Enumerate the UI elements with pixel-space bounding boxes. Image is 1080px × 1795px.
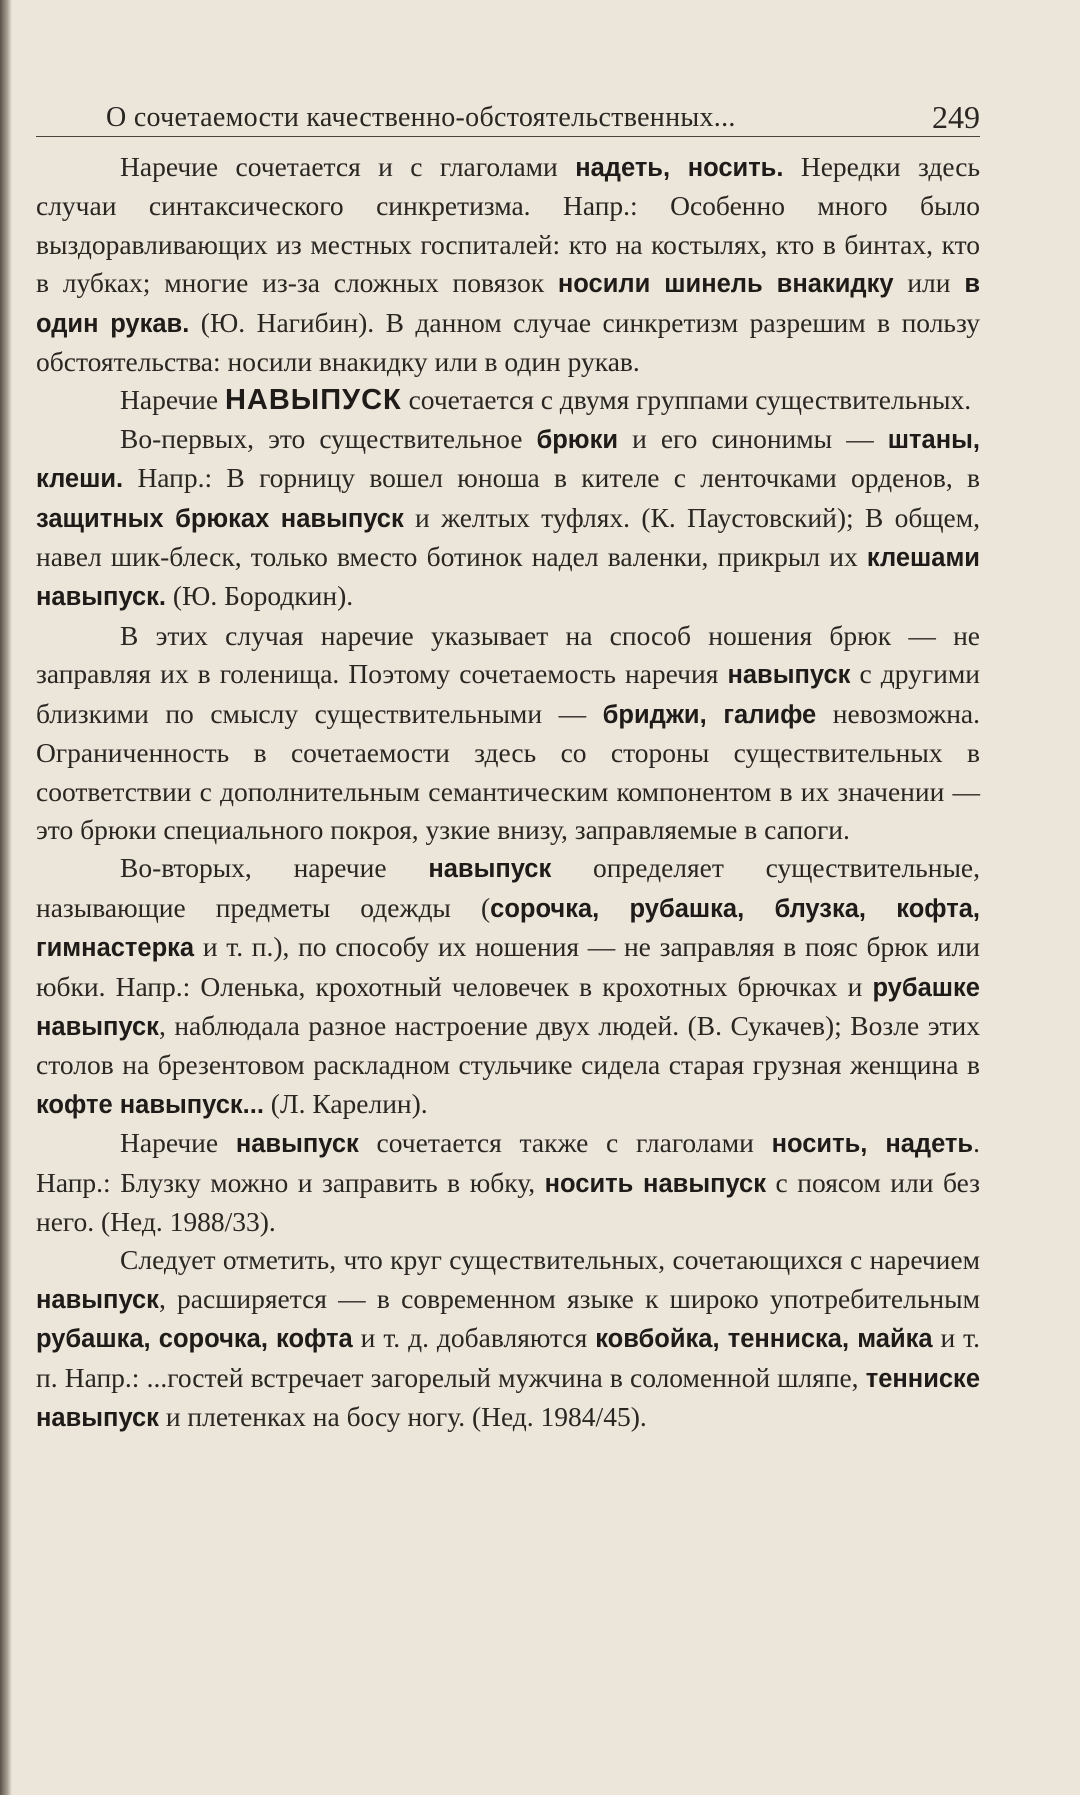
bold-term: рубашка, сорочка, кофта	[36, 1325, 353, 1354]
bold-term: НАВЫПУСК	[224, 384, 402, 417]
text-run: Наречие сочетается и с глаголами	[120, 151, 576, 182]
paragraph	[36, 617, 980, 849]
bold-term: в один рукав.	[36, 270, 980, 338]
text-run: , расширяется — в современном языке к широко употребительным	[158, 1282, 980, 1314]
bold-term: бриджи, галифе	[602, 700, 817, 729]
page-spine-shadow	[0, 0, 12, 1795]
text-run: и плетенках на босу ногу. (Нед. 1984/45).	[158, 1401, 647, 1432]
bold-term: штаны, клеши.	[36, 425, 980, 494]
text-run: , наблюдала разное настроение двух людей. (В. Сукачев); Возле этих столов на брезентовом раскладном стульчике сидела старая грузная женщина в	[36, 1009, 980, 1081]
text-run: В этих случая наречие указывает на способ ношения брюк — не заправляя их в голенища. Поэтому сочетаемость наречия	[36, 619, 980, 690]
paragraph	[36, 381, 980, 419]
text-run: с поясом или без него. (Нед. 1988/33).	[36, 1166, 980, 1237]
paragraph	[36, 148, 980, 381]
bold-term: носить навыпуск	[544, 1169, 766, 1198]
running-title: О сочетаемости качественно-обстоятельственных...	[106, 102, 736, 133]
text-run: Наречие	[120, 384, 225, 416]
bold-term: надеть, носить.	[575, 154, 784, 182]
text-run: или	[893, 267, 965, 299]
text-run: и т. п.), по способу их ношения — не заправляя в пояс брюк или юбки. Напр.: Оленька, крохотный человечек в крохотных брючках и	[36, 931, 980, 1002]
paragraph	[36, 420, 980, 617]
text-run: Во-первых, это существительное	[120, 422, 537, 454]
text-run: и т. п. Напр.: ...гостей встречает загорелый мужчина в соломенной шляпе,	[36, 1322, 980, 1393]
bold-term: защитных брюках навыпуск	[36, 504, 404, 533]
text-run: и т. д. добавляются	[352, 1322, 596, 1354]
bold-term: носили шинель внакидку	[557, 270, 894, 299]
bold-term: брюки	[536, 425, 619, 454]
bold-term: навыпуск	[727, 661, 851, 690]
text-run: с другими близкими по смыслу существительными —	[36, 658, 980, 729]
text-run: сочетается с двумя группами существительных.	[401, 384, 972, 416]
bold-term: навыпуск	[36, 1285, 159, 1314]
text-run: Нередки здесь случаи синтаксического синкретизма. Напр.: Особенно много было выздоравливающих из местных госпиталей: кто на костылях, кто в бинтах, кто в лубках; многие из-за сложных повязок	[36, 151, 981, 299]
text-run: (Ю. Бородкин).	[166, 580, 354, 612]
text-run: Напр.: В горницу вошел юноша в кителе с ленточками орденов, в	[123, 462, 980, 494]
bold-term: кофте навыпуск...	[36, 1090, 264, 1119]
text-run: Наречие	[120, 1127, 236, 1159]
bold-term: сорочка, рубашка, блузка, кофта, гимнастерка	[36, 894, 980, 963]
text-run: Следует отметить, что круг существительных, сочетающихся с наречием	[120, 1244, 980, 1276]
paragraph	[36, 849, 980, 1124]
bold-term: ковбойка, тенниска, майка	[595, 1325, 933, 1354]
text-run: Во-вторых, наречие	[120, 852, 429, 884]
bold-term: клешами навыпуск.	[36, 544, 980, 612]
text-run: . Напр.: Блузку можно и заправить в юбку,	[36, 1127, 980, 1198]
bold-term: рубашке навыпуск	[36, 973, 980, 1041]
bold-term: навыпуск	[235, 1130, 359, 1159]
text-run: сочетается также с глаголами	[358, 1127, 772, 1159]
text-run: (Ю. Нагибин). В данном случае синкретизм разрешим в пользу обстоятельства: носили внакидку или в один рукав.	[36, 306, 980, 378]
bold-term: носить, надеть	[771, 1130, 974, 1159]
text-run: невозможна. Ограниченность в сочетаемости здесь со стороны существительных в соответствии с дополнительным семантическим компонентом в их значении — это брюки специального покроя, узкие внизу, заправляемые в сапоги.	[36, 697, 980, 845]
paragraph	[36, 1241, 980, 1437]
text-run: и желтых туфлях. (К. Паустовский); В общем, навел шик-блеск, только вместо ботинок надел валенки, прикрыл их	[36, 501, 980, 573]
paragraph	[36, 1124, 980, 1241]
text-run: определяет существительные, называющие предметы одежды (	[36, 852, 980, 923]
running-header	[36, 100, 980, 137]
bold-term: тенниске навыпуск	[36, 1364, 980, 1432]
text-run: и его синонимы —	[618, 422, 888, 454]
page-number: 249	[932, 99, 980, 135]
text-run: (Л. Карелин).	[263, 1087, 428, 1119]
bold-term: навыпуск	[428, 855, 552, 884]
body-text	[36, 148, 980, 1437]
